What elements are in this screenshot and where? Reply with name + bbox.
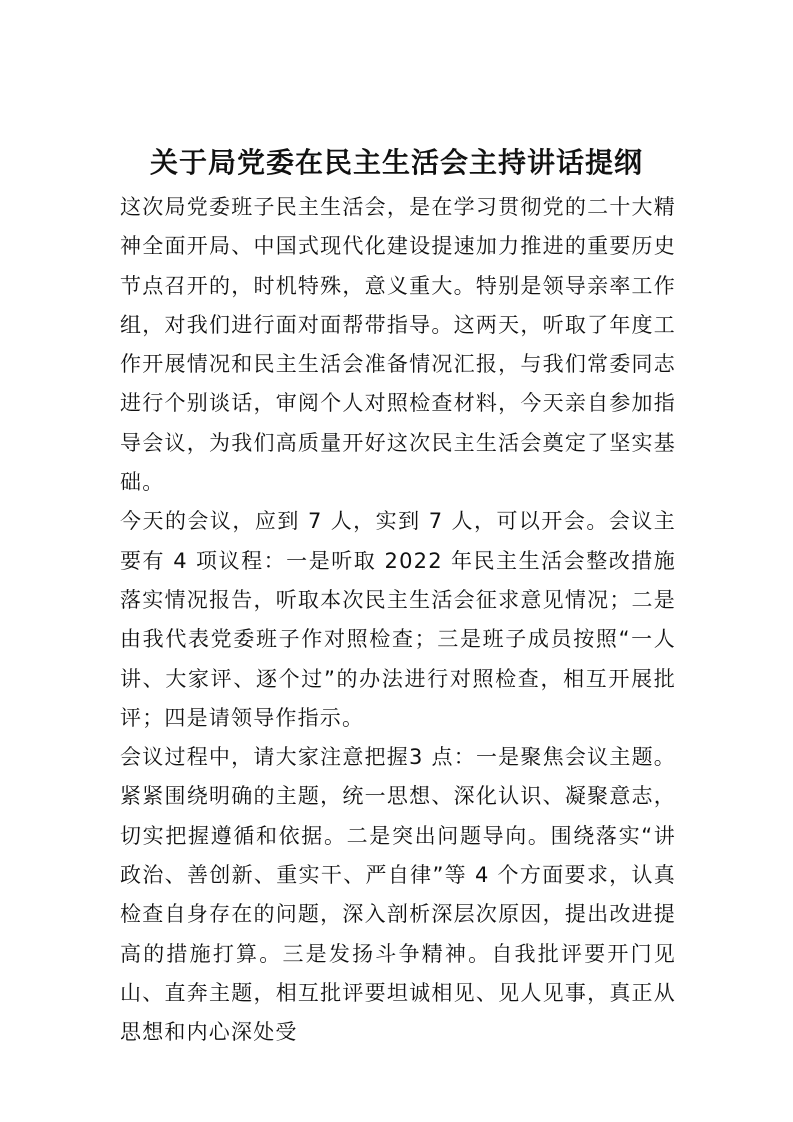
paragraph-agenda: 今天的会议，应到 7 人，实到 7 人，可以开会。会议主要有 4 项议程：一是听取 2022 年民主生活会整改措施落实情况报告，听取本次民主生活会征求意见情况；二是由我代表党委班子作对照检查；三是班子成员按照“一人讲、大家评、逐个过”的办法进行对照检查，相互开展批评；四是请领导作指示。 (120, 509, 676, 730)
document-body (120, 188, 676, 1053)
paragraph-requirements: 会议过程中，请大家注意把握3 点：一是聚焦会议主题。紧紧围绕明确的主题，统一思想、深化认识、凝聚意志，切实把握遵循和依据。二是突出问题导向。围绕落实“讲政治、善创新、重实干、严自律”等 4 个方面要求，认真检查自身存在的问题，深入剖析深层次原因，提出改进提高的措施打算。三是发扬斗争精神。自我批评要开门见山、直奔主题，相互批评要坦诚相见、见人见事，真正从思想和内心深处受 (120, 745, 676, 1045)
paragraph-opening: 这次局党委班子民主生活会，是在学习贯彻党的二十大精神全面开局、中国式现代化建设提速加力推进的重要历史节点召开的，时机特殊，意义重大。特别是领导亲率工作组，对我们进行面对面帮带指导。这两天，听取了年度工作开展情况和民主生活会准备情况汇报，与我们常委同志进行个别谈话，审阅个人对照检查材料，今天亲自参加指导会议，为我们高质量开好这次民主生活会奠定了坚实基础。 (120, 195, 676, 495)
document-title: 关于局党委在民主生活会主持讲话提纲 (149, 145, 643, 179)
